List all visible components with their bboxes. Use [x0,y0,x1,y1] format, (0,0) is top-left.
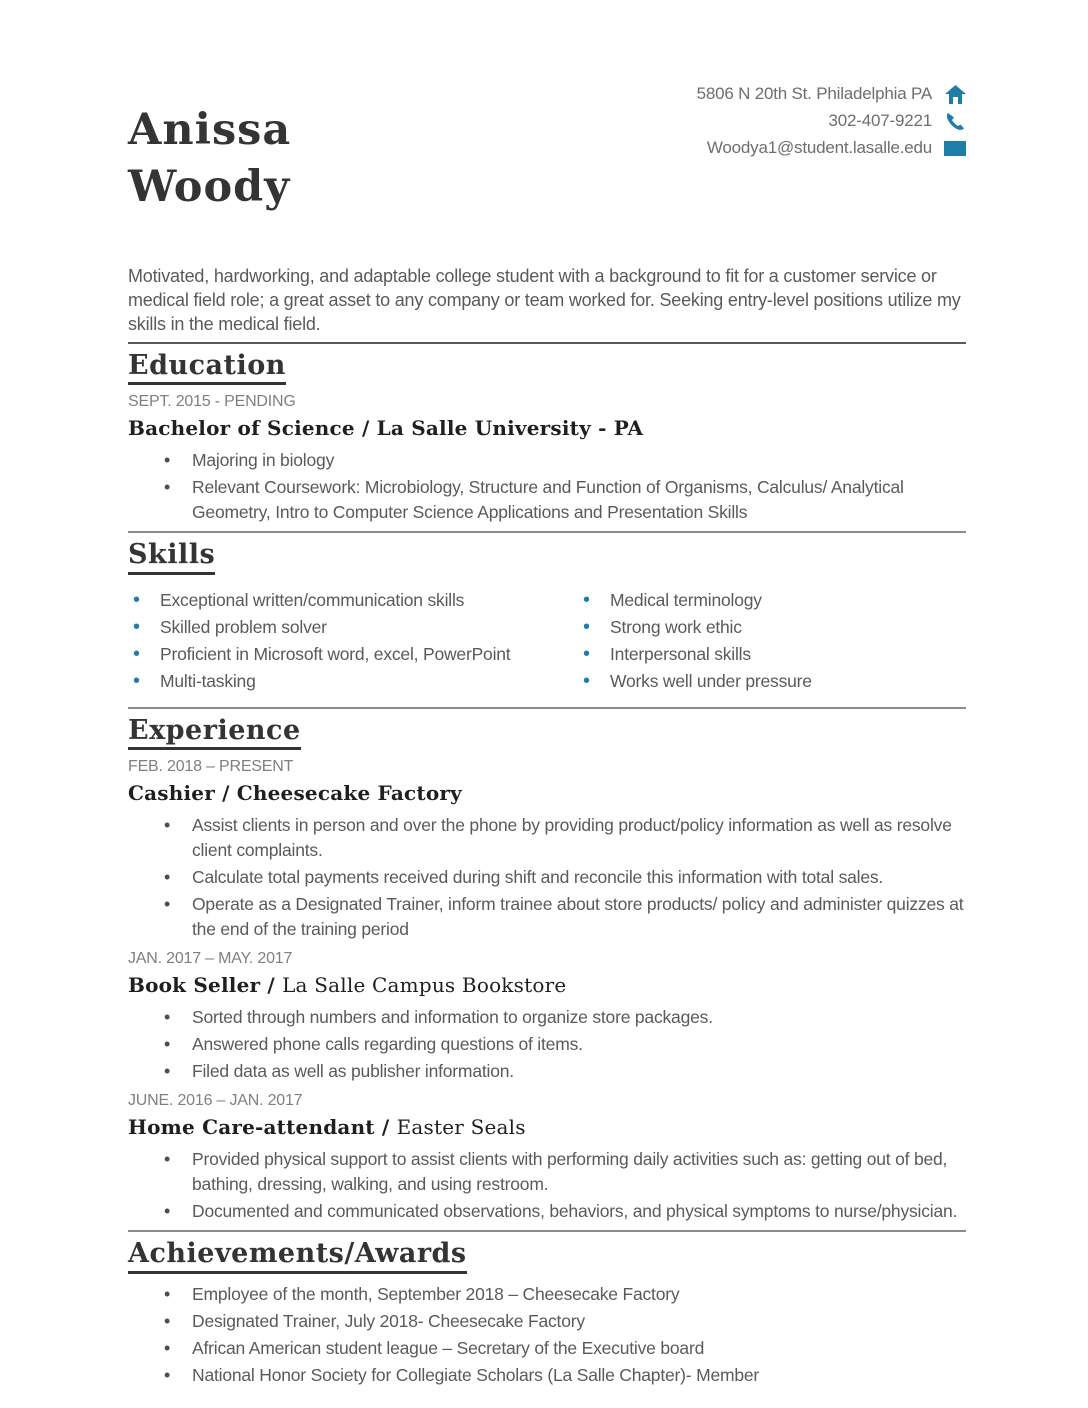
skill-item: • Exceptional written/communication skills [128,587,578,614]
contact-email-row [697,138,966,158]
job-bullet: • Operate as a Designated Trainer, inform trainee about store products/ policy and administer quizzes at the end of the training period [128,892,966,942]
experience-job-1 [128,758,966,942]
skills-column-left [128,587,578,695]
contact-email: Woodya1@student.lasalle.edu [706,138,932,157]
contact-phone: 302-407-9221 [828,111,932,130]
name-last: Woody [128,162,291,212]
achievements-bullet-list [128,1282,966,1388]
contact-block [697,84,966,158]
section-skills [128,533,966,700]
education-bullet-list [128,448,966,525]
skills-column-right [578,587,966,695]
phone-icon [944,111,966,131]
section-achievements [128,1232,966,1387]
email-icon [944,138,966,158]
job-title [128,781,966,805]
job-bullet: • Documented and communicated observations, behaviors, and physical symptoms to nurse/physician. [128,1199,966,1224]
job-title-bold: Book Seller / [128,973,283,998]
skills-list-left [128,587,578,695]
job-bullet: • Filed data as well as publisher information. [128,1059,966,1084]
skill-item: • Strong work ethic [578,614,966,641]
education-degree [128,416,966,440]
achievement-bullet: • Designated Trainer, July 2018- Cheesecake Factory [128,1309,966,1334]
job-title [128,1115,966,1139]
section-experience [128,709,966,1224]
education-heading: Education [128,350,286,385]
home-icon [944,84,966,104]
job-date: FEB. 2018 – PRESENT [128,758,294,776]
resume-page [128,80,966,1392]
skill-item: • Multi-tasking [128,668,578,695]
job-title-regular: La Salle Campus Bookstore [282,973,567,998]
experience-heading: Experience [128,715,301,750]
contact-address: 5806 N 20th St. Philadelphia PA [696,84,932,103]
education-bullet: • Relevant Coursework: Microbiology, Structure and Function of Organisms, Calculus/ Analytical Geometry, Intro to Computer Science Applications and Presentation Skills [128,475,966,525]
header [128,80,966,216]
contact-address-row [697,84,966,104]
education-date: SEPT. 2015 - PENDING [128,393,296,411]
job-bullet-list [128,1005,966,1084]
name-first: Anissa [128,105,292,155]
skill-item: • Skilled problem solver [128,614,578,641]
person-name [128,102,291,216]
skills-columns [128,587,966,695]
job-title-bold: Cashier / Cheesecake Factory [128,781,462,806]
skills-heading: Skills [128,539,215,574]
job-bullet: • Sorted through numbers and information to organize store packages. [128,1005,966,1030]
job-title-bold: Home Care-attendant / [128,1115,397,1140]
job-date: JAN. 2017 – MAY. 2017 [128,950,293,968]
achievement-bullet: • National Honor Society for Collegiate Scholars (La Salle Chapter)- Member [128,1363,966,1388]
job-title [128,973,966,997]
experience-job-2 [128,950,966,1084]
job-bullet: • Assist clients in person and over the phone by providing product/policy information as well as resolve client complaints. [128,813,966,863]
job-bullet: • Answered phone calls regarding questions of items. [128,1032,966,1057]
degree-text: Bachelor of Science / La Salle University - PA [128,416,644,441]
job-bullet: • Provided physical support to assist clients with performing daily activities such as: getting out of bed, bathing, dressing, walking, and using restroom. [128,1147,966,1197]
achievement-bullet: • Employee of the month, September 2018 – Cheesecake Factory [128,1282,966,1307]
summary-paragraph: Motivated, hardworking, and adaptable college student with a background to fit for a customer service or medical field role; a great asset to any company or team worked for. Seeking entry-level positions utilize my skills in the medical field. [128,266,961,334]
job-date: JUNE. 2016 – JAN. 2017 [128,1092,303,1110]
contact-phone-row [697,111,966,131]
skill-item: • Proficient in Microsoft word, excel, PowerPoint [128,641,578,668]
skills-list-right [578,587,966,695]
skill-item: • Interpersonal skills [578,641,966,668]
achievement-bullet: • African American student league – Secretary of the Executive board [128,1336,966,1361]
job-bullet: • Calculate total payments received during shift and reconcile this information with total sales. [128,865,966,890]
job-bullet-list [128,1147,966,1224]
section-education [128,344,966,525]
achievements-heading: Achievements/Awards [128,1238,467,1273]
education-bullet: • Majoring in biology [128,448,966,473]
job-title-regular: Easter Seals [396,1115,526,1140]
skill-item: • Works well under pressure [578,668,966,695]
experience-job-3 [128,1092,966,1224]
job-bullet-list [128,813,966,942]
skill-item: • Medical terminology [578,587,966,614]
